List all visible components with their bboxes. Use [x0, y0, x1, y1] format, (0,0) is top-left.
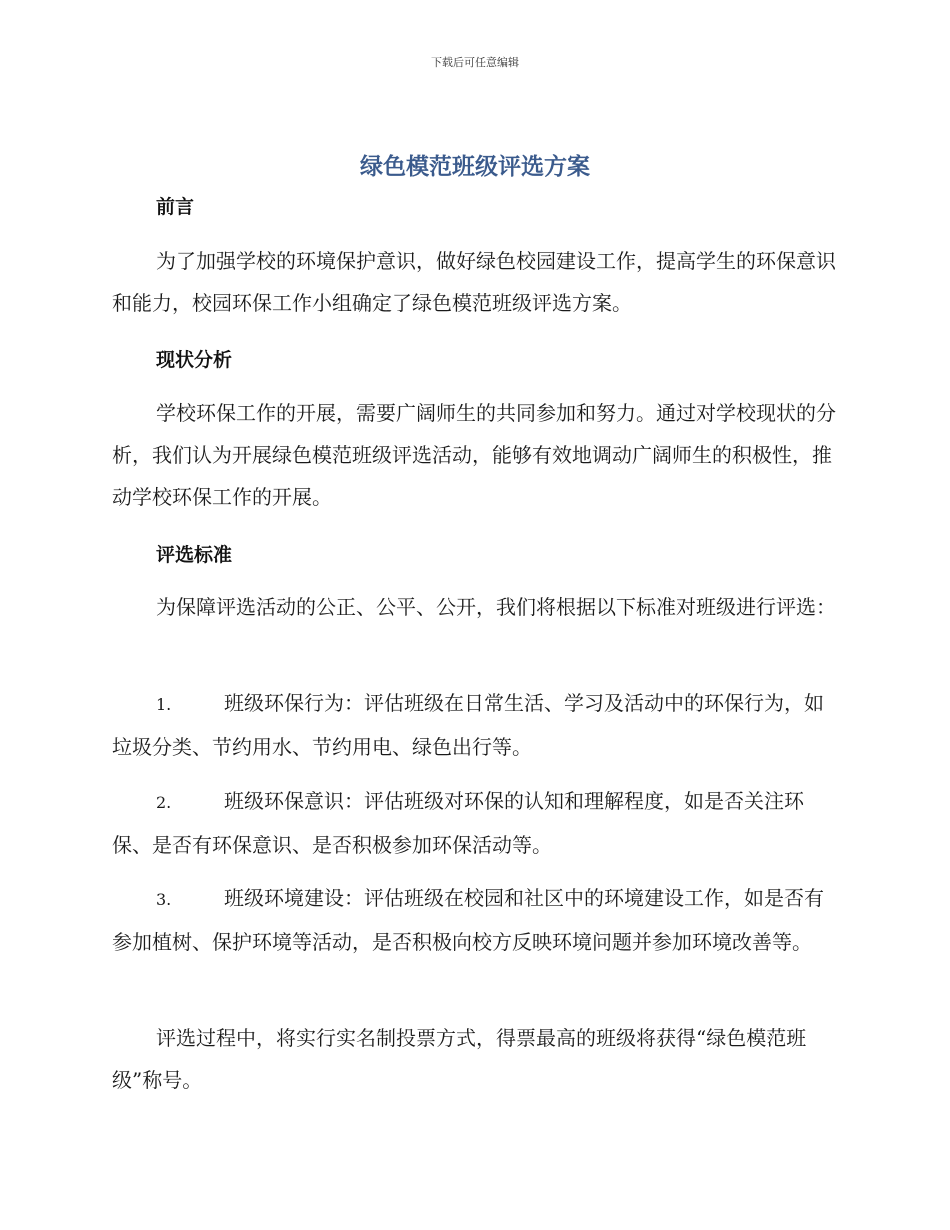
document-title: 绿色模范班级评选方案 [360, 154, 590, 180]
paragraph-voting-process: 评选过程中，将实行实名制投票方式，得票最高的班级将获得“绿色模范班级”称号。 [112, 1026, 807, 1092]
criteria-list-item [112, 877, 836, 963]
paragraph-status-analysis: 学校环保工作的开展，需要广阔师生的共同参加和努力。通过对学校现状的分析，我们认为开展绿色模范班级评选活动，能够有效地调动广阔师生的积极性，推动学校环保工作的开展。 [112, 401, 836, 509]
section-heading-status-analysis: 现状分析 [156, 349, 233, 371]
list-item-text: 班级环保行为：评估班级在日常生活、学习及活动中的环保行为，如垃圾分类、节约用水、节约用电、绿色出行等。 [112, 691, 824, 759]
section-heading-criteria: 评选标准 [156, 544, 233, 566]
list-number: 1. [156, 695, 172, 714]
list-item-text: 班级环保意识：评估班级对环保的认知和理解程度，如是否关注环保、是否有环保意识、是否积极参加环保活动等。 [112, 789, 804, 857]
header-note: 下载后可任意编辑 [431, 56, 519, 69]
criteria-list-item [112, 780, 836, 866]
paragraph-criteria-intro: 为保障评选活动的公正、公平、公开，我们将根据以下标准对班级进行评选： [156, 595, 836, 619]
list-number: 2. [156, 793, 172, 812]
section-heading-preface: 前言 [156, 196, 195, 218]
paragraph-preface: 为了加强学校的环境保护意识，做好绿色校园建设工作，提高学生的环保意识和能力，校园环保工作小组确定了绿色模范班级评选方案。 [112, 249, 836, 315]
list-number: 3. [156, 890, 172, 909]
criteria-list-item [112, 682, 836, 768]
list-item-text: 班级环境建设：评估班级在校园和社区中的环境建设工作，如是否有参加植树、保护环境等活动，是否积极向校方反映环境问题并参加环境改善等。 [112, 886, 824, 954]
